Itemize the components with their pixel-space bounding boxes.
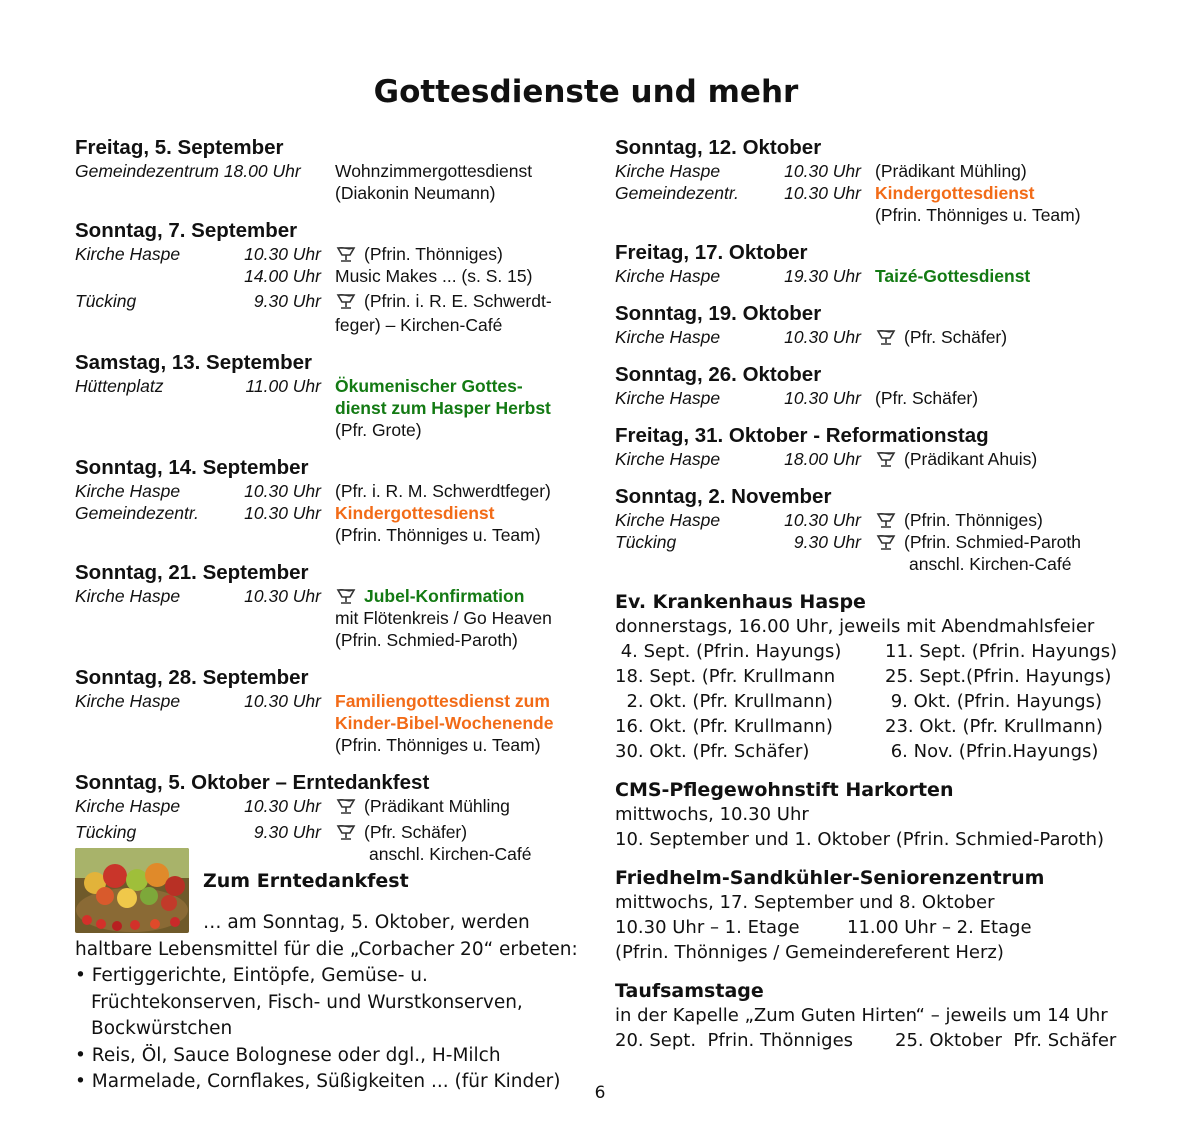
cms-section <box>615 778 1175 852</box>
event-info: Ökumenischer Gottes- <box>335 376 523 396</box>
event-sun-21-sep <box>75 561 595 651</box>
communion-cup-icon <box>875 328 897 346</box>
event-info: (Pfrin. i. R. E. Schwerdt- <box>364 291 552 311</box>
event-sun-28-sep <box>75 666 595 756</box>
harvest-bullet: • Reis, Öl, Sauce Bolognese oder dgl., H-Milch <box>75 1044 501 1066</box>
section-line: donnerstags, 16.00 Uhr, jeweils mit Abendmahlsfeier <box>615 616 1095 637</box>
event-info: anschl. Kirchen-Café <box>909 554 1072 574</box>
section-line: mittwochs, 17. September und 8. Oktober <box>615 892 995 913</box>
communion-cup-icon <box>875 533 897 551</box>
event-info: feger) – Kirchen-Café <box>335 315 503 335</box>
event-place: Kirche Haspe <box>615 161 721 181</box>
event-info: anschl. Kirchen-Café <box>369 844 532 864</box>
communion-cup-icon <box>335 245 357 263</box>
event-place: Kirche Haspe <box>75 244 181 264</box>
communion-cup-icon <box>335 823 357 841</box>
section-line: in der Kapelle „Zum Guten Hirten“ – jeweils um 14 Uhr <box>615 1005 1108 1026</box>
date-entry: 25. Sept.(Pfrin. Hayungs) <box>885 666 1112 687</box>
event-time: 10.30 Uhr <box>784 161 861 181</box>
event-info: (Prädikant Mühling <box>364 796 510 816</box>
event-sun-7-sep <box>75 219 595 336</box>
communion-cup-icon <box>335 797 357 815</box>
event-time: 19.30 Uhr <box>784 266 861 286</box>
event-time: 10.30 Uhr <box>244 481 321 501</box>
event-time: 14.00 Uhr <box>244 266 321 286</box>
event-place: Tücking <box>615 532 677 552</box>
event-heading: Freitag, 17. Oktober <box>615 241 808 264</box>
event-fri-17-okt <box>615 241 1175 287</box>
event-heading: Sonntag, 5. Oktober – Erntedankfest <box>75 771 430 794</box>
event-place: Tücking <box>75 291 137 311</box>
event-info: Kindergottesdienst <box>875 183 1035 203</box>
section-line: 25. Oktober Pfr. Schäfer <box>895 1030 1117 1051</box>
tauf-section <box>615 979 1175 1053</box>
event-time: 9.30 Uhr <box>253 291 321 311</box>
event-place: Kirche Haspe <box>75 481 181 501</box>
event-heading: Samstag, 13. September <box>75 351 312 374</box>
section-heading: Taufsamstage <box>615 980 764 1002</box>
harvest-text <box>75 910 590 1096</box>
event-place: Kirche Haspe <box>75 796 181 816</box>
date-entry: 6. Nov. (Pfrin.Hayungs) <box>885 741 1099 762</box>
event-info: Kindergottesdienst <box>335 503 495 523</box>
event-time: 10.30 Uhr <box>244 586 321 606</box>
harvest-intro: … am Sonntag, 5. Oktober, werden haltbare Lebensmittel für die „Corbacher 20“ erbeten: <box>75 912 578 960</box>
event-place: Hüttenplatz <box>75 376 164 396</box>
date-entry: 11. Sept. (Pfrin. Hayungs) <box>885 641 1118 662</box>
event-fri-31-okt <box>615 424 1175 470</box>
event-place: Kirche Haspe <box>615 388 721 408</box>
date-entry: 30. Okt. (Pfr. Schäfer) <box>615 741 810 762</box>
event-info: (Pfr. Schäfer) <box>904 327 1008 347</box>
event-info: (Pfrin. Thönniges u. Team) <box>875 205 1081 225</box>
event-heading: Sonntag, 12. Oktober <box>615 136 822 159</box>
hospital-section <box>615 590 1175 764</box>
date-entry: 23. Okt. (Pfr. Krullmann) <box>885 716 1103 737</box>
event-heading: Freitag, 31. Oktober - Reformationstag <box>615 424 989 447</box>
event-time: 10.30 Uhr <box>244 244 321 264</box>
event-info: (Pfrin. Thönniges) <box>364 244 503 264</box>
event-info: (Prädikant Ahuis) <box>904 449 1038 469</box>
friedhelm-section <box>615 866 1175 965</box>
event-sun-19-okt <box>615 302 1175 348</box>
event-place: Gemeindezentrum 18.00 Uhr <box>75 161 301 181</box>
section-line: (Pfrin. Thönniges / Gemeindereferent Herz) <box>615 942 1004 963</box>
event-time: 10.30 Uhr <box>244 796 321 816</box>
event-place: Kirche Haspe <box>615 266 721 286</box>
event-info: (Pfrin. Thönniges u. Team) <box>335 525 541 545</box>
event-sun-12-okt <box>615 136 1175 226</box>
event-heading: Sonntag, 26. Oktober <box>615 363 822 386</box>
event-info: (Pfrin. Thönniges u. Team) <box>335 735 541 755</box>
section-heading: CMS-Pflegewohnstift Harkorten <box>615 779 954 801</box>
page-title: Gottesdienste und mehr <box>373 74 799 110</box>
hospital-dates <box>615 639 1175 764</box>
event-time: 10.30 Uhr <box>784 183 861 203</box>
event-info: (Diakonin Neumann) <box>335 183 496 203</box>
event-sun-26-okt <box>615 363 1175 409</box>
section-line: mittwochs, 10.30 Uhr <box>615 804 809 825</box>
section-line: 11.00 Uhr – 2. Etage <box>847 917 1032 938</box>
event-time: 10.30 Uhr <box>244 691 321 711</box>
event-place: Kirche Haspe <box>615 510 721 530</box>
event-time: 10.30 Uhr <box>784 388 861 408</box>
event-time: 10.30 Uhr <box>244 503 321 523</box>
left-column <box>75 136 595 880</box>
event-info: Familiengottesdienst zum <box>335 691 550 711</box>
event-heading: Sonntag, 28. September <box>75 666 309 689</box>
section-line: 10. September und 1. Oktober (Pfrin. Schmied-Paroth) <box>615 829 1105 850</box>
event-info: Kinder-Bibel-Wochenende <box>335 713 554 733</box>
event-info: Music Makes ... (s. S. 15) <box>335 266 533 286</box>
harvest-bullet: • Fertiggerichte, Eintöpfe, Gemüse- u. Früchtekonserven, Fisch- und Wurstkonserven, Bockwürstchen <box>75 965 523 1039</box>
right-column <box>615 136 1175 1067</box>
event-info: (Pfrin. Schmied-Paroth <box>904 532 1082 552</box>
event-info: mit Flötenkreis / Go Heaven <box>335 608 552 628</box>
date-entry: 16. Okt. (Pfr. Krullmann) <box>615 716 833 737</box>
event-info: (Pfr. Grote) <box>335 420 422 440</box>
event-sat-13-sep <box>75 351 595 441</box>
event-fri-5-sep <box>75 136 595 204</box>
event-time: 10.30 Uhr <box>784 510 861 530</box>
event-place: Gemeindezentr. <box>615 183 739 203</box>
event-info: (Pfr. i. R. M. Schwerdtfeger) <box>335 481 551 501</box>
event-heading: Sonntag, 19. Oktober <box>615 302 822 325</box>
communion-cup-icon <box>875 450 897 468</box>
communion-cup-icon <box>335 292 357 310</box>
event-heading: Sonntag, 2. November <box>615 485 832 508</box>
event-time: 11.00 Uhr <box>245 376 321 396</box>
event-place: Tücking <box>75 822 137 842</box>
event-sun-14-sep <box>75 456 595 546</box>
date-entry: 4. Sept. (Pfrin. Hayungs) <box>615 641 842 662</box>
event-info: (Pfrin. Schmied-Paroth) <box>335 630 518 650</box>
date-entry: 2. Okt. (Pfr. Krullmann) <box>615 691 833 712</box>
section-line: 10.30 Uhr – 1. Etage <box>615 917 800 938</box>
page-number: 6 <box>594 1083 606 1103</box>
event-place: Kirche Haspe <box>75 586 181 606</box>
event-heading: Sonntag, 14. September <box>75 456 309 479</box>
event-place: Kirche Haspe <box>615 449 721 469</box>
event-place: Gemeindezentr. <box>75 503 199 523</box>
event-place: Kirche Haspe <box>75 691 181 711</box>
event-sun-2-nov <box>615 485 1175 575</box>
event-time: 9.30 Uhr <box>793 532 861 552</box>
event-heading: Sonntag, 21. September <box>75 561 309 584</box>
section-line: 20. Sept. Pfrin. Thönniges <box>615 1030 854 1051</box>
event-time: 9.30 Uhr <box>253 822 321 842</box>
date-entry: 18. Sept. (Pfr. Krullmann <box>615 666 836 687</box>
harvest-bullet: • Marmelade, Cornflakes, Süßigkeiten ... (für Kinder) <box>75 1071 561 1092</box>
event-heading: Sonntag, 7. September <box>75 219 298 242</box>
event-info: (Pfr. Schäfer) <box>875 388 979 408</box>
event-info: Wohnzimmergottesdienst <box>335 161 533 181</box>
event-time: 10.30 Uhr <box>784 327 861 347</box>
section-heading: Ev. Krankenhaus Haspe <box>615 591 866 613</box>
section-heading: Friedhelm-Sandkühler-Seniorenzentrum <box>615 867 1045 889</box>
event-place: Kirche Haspe <box>615 327 721 347</box>
event-info: (Prädikant Mühling) <box>875 161 1027 181</box>
date-entry: 9. Okt. (Pfrin. Hayungs) <box>885 691 1103 712</box>
event-info: dienst zum Hasper Herbst <box>335 398 551 418</box>
event-info: Taizé-Gottesdienst <box>875 266 1031 286</box>
harvest-heading: Zum Erntedankfest <box>203 870 409 892</box>
event-info: Jubel-Konfirmation <box>364 586 525 606</box>
event-heading: Freitag, 5. September <box>75 136 284 159</box>
event-time: 18.00 Uhr <box>784 449 861 469</box>
event-info: (Pfrin. Thönniges) <box>904 510 1043 530</box>
event-info: (Pfr. Schäfer) <box>364 822 468 842</box>
communion-cup-icon <box>335 587 357 605</box>
communion-cup-icon <box>875 511 897 529</box>
